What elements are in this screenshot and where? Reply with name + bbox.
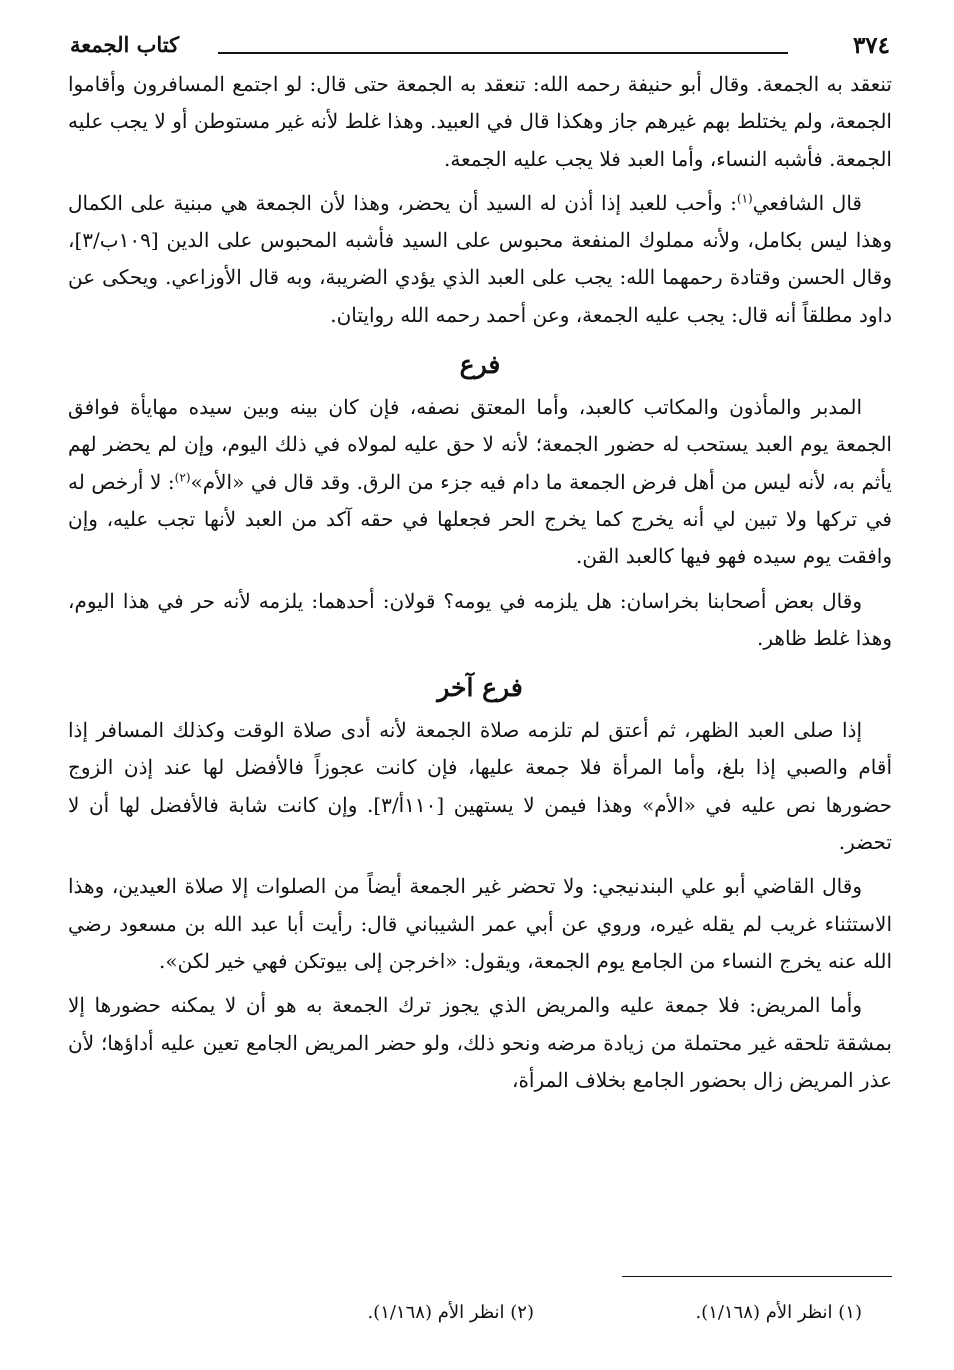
book-title: كتاب الجمعة bbox=[70, 32, 180, 57]
section-heading-far-akhar: فرع آخر bbox=[437, 673, 523, 703]
paragraph-4: وقال بعض أصحابنا بخراسان: هل يلزمه في يومه؟ قولان: أحدهما: يلزمه لأنه حر في هذا اليوم، وهذا غلط ظاهر. bbox=[68, 588, 892, 650]
section-heading-far: فرع bbox=[459, 350, 501, 380]
paragraph-3-part-b: : لا أرخص له في تركها ولا تبين لي أنه يخرج كما يخرج الحر فجعلها في حقه آكد من العبد لأنها تجب عليه، وإن وافقت يوم سيده فهو فيها كالعبد القن. bbox=[68, 469, 892, 569]
paragraph-2-lead: قال الشافعي bbox=[752, 190, 862, 215]
footnote-ref-1: (١) bbox=[736, 191, 753, 206]
page-number: ٣٧٤ bbox=[852, 32, 890, 59]
footnote-2: (٢) انظر الأم (١/١٦٨). bbox=[367, 1302, 534, 1323]
footnote-1: (١) انظر الأم (١/١٦٨). bbox=[695, 1302, 862, 1323]
paragraph-3 bbox=[68, 389, 892, 575]
paragraph-5: إذا صلى العبد الظهر، ثم أعتق لم تلزمه صلاة الجمعة لأنه أدى صلاة الوقت وكذلك المسافر إذا أقام والصبي إذا بلغ، وأما المرأة فلا جمعة عليها، فإن كانت عجوزاً فالأفضل لها عند إذن الزوج حضورها نص عليه في «الأم» وهذا فيمن لا يستهين [١١٠أ/٣]. وإن كانت شابة فالأفضل لها أن لا تحضر. bbox=[68, 718, 892, 855]
book-page bbox=[68, 26, 892, 1323]
footnote-rule bbox=[622, 1276, 892, 1277]
page-header bbox=[68, 26, 892, 66]
paragraph-1: تنعقد به الجمعة. وقال أبو حنيفة رحمه الله: تنعقد به الجمعة حتى قال: لو اجتمع المسافرون وأقاموا الجمعة، ولم يختلط بهم غيرهم جاز وهكذا قال في العبيد. وهذا غلط لأنه غير مستوطن أو لا يجب عليه الجمعة. فأشبه النساء، وأما العبد فلا يجب عليه الجمعة. bbox=[68, 72, 892, 171]
paragraph-3-part-a: المدبر والمأذون والمكاتب كالعبد، وأما المعتق نصفه، فإن كان بينه وبين سيده مهايأة فوافق الجمعة يوم العبد يستحب له حضور الجمعة؛ لأنه لا حق عليه لمولاه في ذلك اليوم، وإن لم يحضر لهم يأثم به، لأنه ليس من أهل فرض الجمعة ما دام فيه جزء من الرق. وقد قال في «الأم» bbox=[68, 395, 892, 494]
header-rule bbox=[218, 52, 788, 54]
footnote-ref-2: (٢) bbox=[174, 470, 191, 485]
paragraph-6: وقال القاضي أبو علي البندنيجي: ولا تحضر غير الجمعة أيضاً من الصلوات إلا صلاة العيدين، وهذا الاستثناء غريب لم يقله غيره، وروي عن أبي عمر الشيباني قال: رأيت أبا عبد الله بن مسعود رضي الله عنه يخرج النساء من الجامع يوم الجمعة، ويقول: «اخرجن إلى بيوتكن فهي خير لكن». bbox=[68, 874, 892, 973]
footnotes bbox=[68, 1302, 892, 1332]
paragraph-7: وأما المريض: فلا جمعة عليه والمريض الذي يجوز ترك الجمعة به هو أن لا يمكنه حضورها إلا بمشقة تلحقه غير محتملة من زيادة مرضه ونحو ذلك، ولو حضر المريض الجامع تعين عليه أداؤها؛ لأن عذر المريض زال بحضور الجامع بخلاف المرأة، bbox=[68, 993, 892, 1092]
paragraph-2 bbox=[68, 185, 892, 334]
paragraph-2-rest: : وأحب للعبد إذا أذن له السيد أن يحضر، وهذا لأن الجمعة هي مبنية على الكمال وهذا ليس بكامل، ولأنه مملوك المنفعة محبوس على السيد فأشبه المحبوس على الدين [١٠٩ب/٣]، وقال الحسن وقتادة رحمهما الله: يجب على العبد الذي يؤدي الضريبة، وبه قال الأوزاعي. ويحكى عن داود مطلقاً أنه قال: يجب عليه الجمعة، وعن أحمد رحمه الله روايتان. bbox=[68, 190, 892, 327]
